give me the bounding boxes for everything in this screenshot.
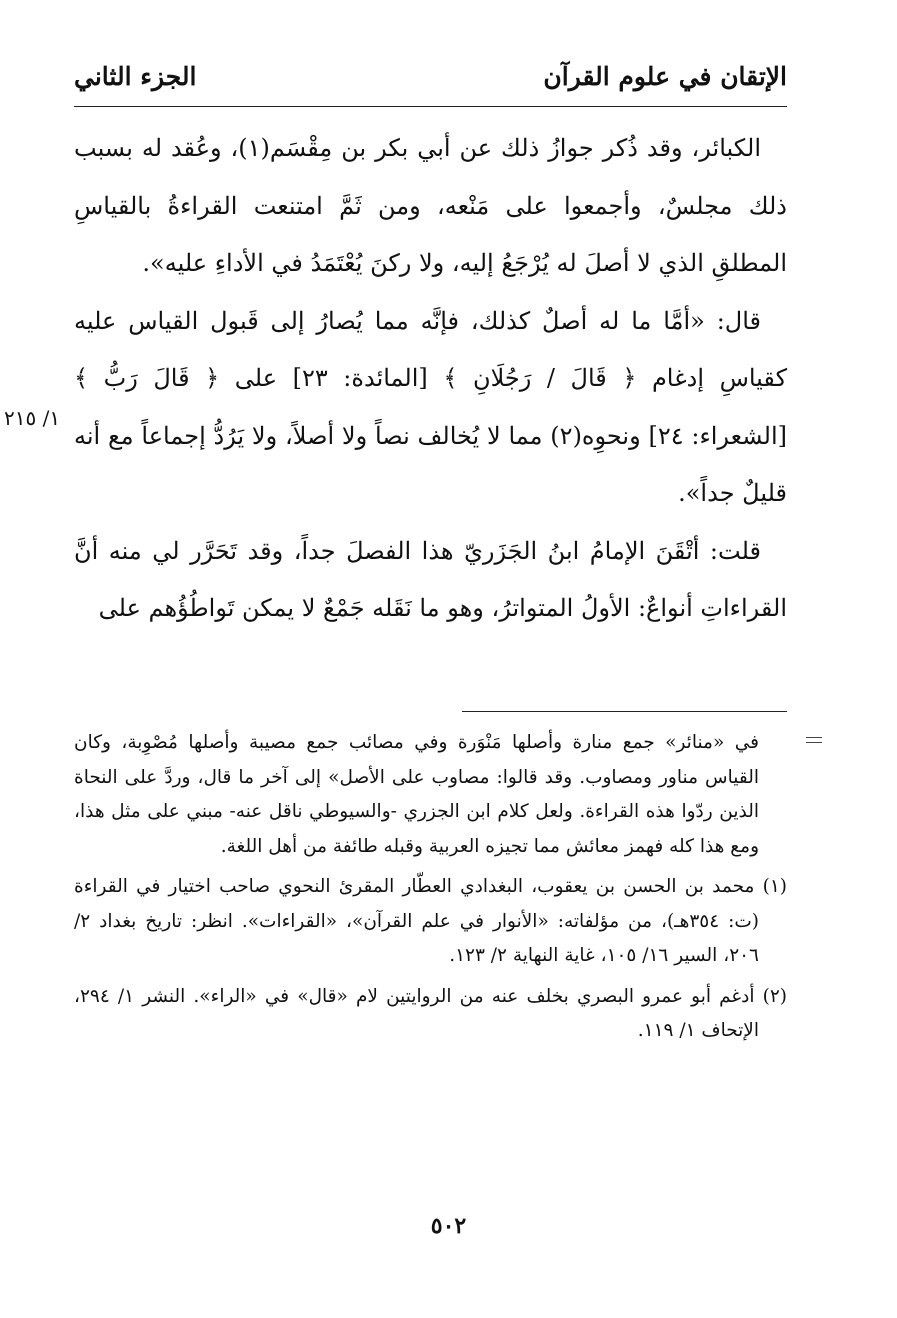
- page-number: ٥٠٢: [430, 1213, 467, 1239]
- book-title: الإتقان في علوم القرآن: [543, 62, 787, 91]
- footnote-1: (١) محمد بن الحسن بن يعقوب، البغدادي العطّار المقرئ النحوي صاحب اختيار في القراءة (ت: ٣٥٤هـ)، من مؤلفاته: «الأنوار في علم القرآن»، «القراءات». انظر: تاريخ بغداد ٢/ ٢٠٦، السير ١٦/ ١٠٥، غاية النهاية ٢/ ١٢٣.: [74, 876, 787, 966]
- main-text: [74, 120, 787, 638]
- footnote-continuation-mark: [806, 737, 822, 743]
- paragraph: قلت: أتْقَنَ الإمامُ ابنُ الجَزَريّ هذا الفصلَ جداً، وقد تَحَرَّر لي منه أنَّ القراءاتِ أنواعٌ: الأولُ المتواترُ، وهو ما نَقَله جَمْعٌ لا يمكن تَواطُؤُهم على: [74, 536, 787, 622]
- footnote-divider: [462, 711, 787, 712]
- footnote-2: (٢) أدغم أبو عمرو البصري بخلف عنه من الروايتين لام «قال» في «الراء». النشر ١/ ٢٩٤، الإتحاف ١/ ١١٩.: [74, 985, 787, 1041]
- paragraph: الكبائر، وقد ذُكر جوازُ ذلك عن أبي بكر بن مِقْسَم(١)، وعُقد له بسبب ذلك مجلسٌ، وأجمعوا على مَنْعه، ومن ثَمَّ امتنعت القراءةُ بالقياسِ المطلقِ الذي لا أصلَ له يُرْجَعُ إليه، ولا ركنَ يُعْتَمَدُ في الأداءِ عليه».: [74, 134, 787, 277]
- volume-label: الجزء الثاني: [74, 62, 197, 91]
- footnotes: [74, 726, 787, 1055]
- header-divider: [74, 106, 787, 107]
- paragraph: قال: «أمَّا ما له أصلٌ كذلك، فإنَّه مما يُصارُ إلى قَبول القياس عليه كقياسِ إدغام ﴿ قَالَ / رَجُلَانِ ﴾ [المائدة: ٢٣] على ﴿ قَالَ رَبُّ ﴾ [الشعراء: ٢٤] ونحوِه(٢) مما لا يُخالف نصاً ولا أصلاً، ولا يَرُدُّ إجماعاً مع أنه قليلٌ جداً».: [74, 306, 787, 507]
- margin-page-reference: ١/ ٢١٥: [4, 406, 61, 430]
- footnote-continuation: في «منائر» جمع منارة وأصلها مَنْوَرة وفي مصائب جمع مصيبة وأصلها مُصْوِبة، وكان القياس مناور ومصاوب. وقد قالوا: مصاوب على الأصل» إلى آخر ما قال، وردَّ على النحاة الذين ردّوا هذه القراءة. ولعل كلام ابن الجزري -والسيوطي ناقل عنه- مبني على مثل هذا، ومع هذا كله فهمز معائش مما تجيزه العربية وقبله طائفة من أهل اللغة.: [74, 732, 759, 857]
- running-header: [74, 58, 787, 104]
